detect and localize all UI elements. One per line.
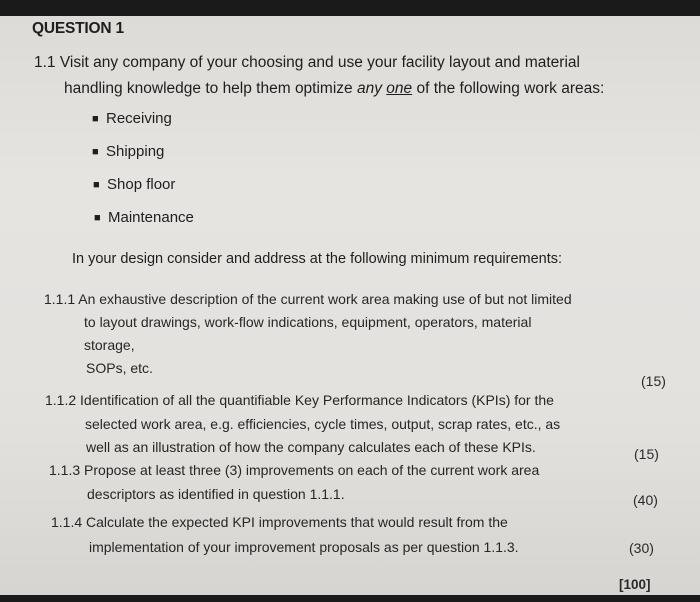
item-1-1-3-line-2: descriptors as identified in question 1.1.1.: [87, 486, 345, 502]
bullet-icon: ■: [92, 146, 99, 158]
item-1-1-1-line-4: SOPs, etc.: [86, 360, 153, 376]
bullet-icon: ■: [93, 179, 100, 191]
work-area-receiving: Receiving: [106, 110, 172, 127]
item-1-1-2-line-1: 1.1.2 Identification of all the quantifiable Key Performance Indicators (KPIs) for the: [45, 392, 554, 408]
question-intro-line-1: 1.1 Visit any company of your choosing and use your facility layout and material: [34, 54, 580, 71]
intro-text-any: any: [356, 80, 382, 97]
work-area-shop-floor: Shop floor: [107, 176, 176, 193]
item-1-1-2-line-3: well as an illustration of how the company calculates each of these KPIs.: [86, 439, 536, 455]
question-title: QUESTION 1: [32, 20, 124, 37]
marks-1-1-3: (40): [633, 492, 658, 508]
intro-text-one: one: [386, 80, 413, 97]
marks-1-1-1: (15): [641, 373, 666, 389]
item-1-1-1-line-3: storage,: [84, 337, 135, 353]
intro-text-pre: handling knowledge to help them optimize: [64, 80, 357, 97]
question-intro-line-2: [64, 80, 604, 98]
item-1-1-1-line-2: to layout drawings, work-flow indications, equipment, operators, material: [84, 314, 532, 330]
intro-text-post: of the following work areas:: [412, 80, 605, 97]
requirements-intro: In your design consider and address at the following minimum requirements:: [72, 251, 563, 267]
bullet-icon: ■: [92, 113, 99, 125]
marks-1-1-4: (30): [629, 540, 654, 556]
item-1-1-4-line-2: implementation of your improvement proposals as per question 1.1.3.: [89, 539, 519, 555]
bullet-icon: ■: [94, 212, 101, 224]
top-dark-edge: [0, 0, 700, 16]
marks-1-1-2: (15): [634, 446, 659, 462]
item-1-1-1-line-1: 1.1.1 An exhaustive description of the current work area making use of but not limited: [44, 291, 572, 307]
bottom-dark-edge: [0, 595, 700, 602]
work-area-maintenance: Maintenance: [108, 209, 194, 226]
work-area-shipping: Shipping: [106, 143, 165, 160]
item-1-1-3-line-1: 1.1.3 Propose at least three (3) improvements on each of the current work area: [49, 462, 540, 478]
item-1-1-4-line-1: 1.1.4 Calculate the expected KPI improvements that would result from the: [51, 514, 508, 530]
total-marks: [100]: [619, 577, 651, 592]
item-1-1-2-line-2: selected work area, e.g. efficiencies, cycle times, output, scrap rates, etc., as: [85, 416, 561, 432]
